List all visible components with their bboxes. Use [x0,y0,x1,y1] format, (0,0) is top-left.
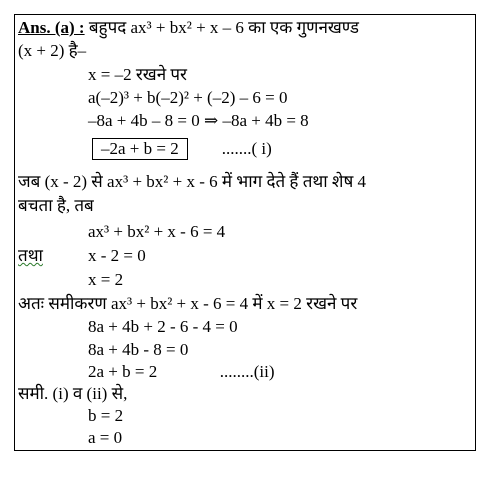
equation-9: b = 2 [88,406,124,425]
paragraph-2-line-1: जब (x - 2) से ax³ + bx² + x - 6 में भाग देते हैं तथा शेष 4 [18,172,367,191]
equation-8-line [88,362,275,382]
intro-line-1 [18,18,359,38]
equation-8: 2a + b = 2 [88,362,158,381]
paragraph-3: अतः समीकरण ax³ + bx² + x - 6 = 4 में x = 2 रखने पर [18,294,358,313]
answer-label: Ans. (a) : [18,18,85,37]
tatha-label [18,246,43,266]
intro-line-2: (x + 2) है– [18,41,87,60]
equation-2: –8a + 4b – 8 = 0 ⇒ –8a + 4b = 8 [88,111,309,130]
intro-text-a: बहुपद ax³ + bx² + x – 6 का एक गुणनखण्ड [88,18,359,37]
equation-10: a = 0 [88,428,123,447]
paragraph-2-line-2: बचता है, तब [18,196,94,215]
equation-1: a(–2)³ + b(–2)² + (–2) – 6 = 0 [88,88,288,107]
tatha-text: तथा [18,246,43,265]
equation-4: x - 2 = 0 [88,246,146,265]
equation-3: ax³ + bx² + x - 6 = 4 [88,222,226,241]
equation-ref-1: .......( i) [221,139,272,158]
equation-6: 8a + 4b + 2 - 6 - 4 = 0 [88,317,238,336]
equation-7: 8a + 4b - 8 = 0 [88,340,189,359]
equation-5: x = 2 [88,270,124,289]
boxed-equation-line [92,138,272,160]
substitution-line: x = –2 रखने पर [88,65,187,84]
boxed-equation: –2a + b = 2 [92,138,188,160]
paragraph-4: समी. (i) व (ii) से, [18,384,128,403]
equation-ref-2: ........(ii) [219,362,275,381]
